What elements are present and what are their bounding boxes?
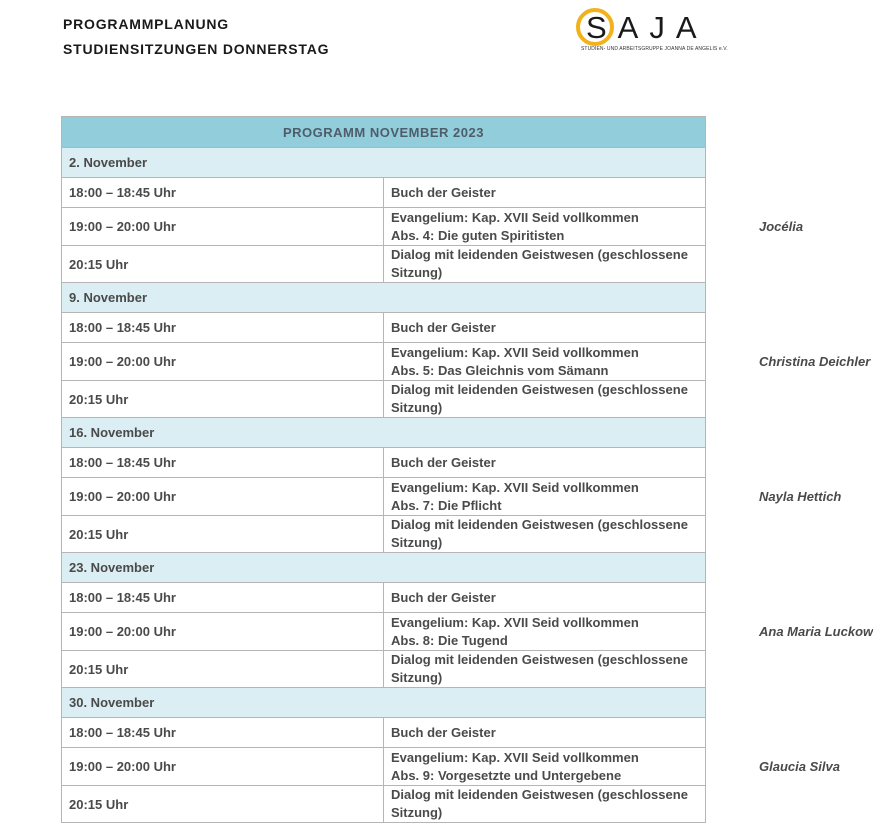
session-speaker: Jocélia (759, 218, 804, 234)
session-time: 19:00 – 20:00 Uhr (62, 343, 384, 381)
session-time: 19:00 – 20:00 Uhr (62, 613, 384, 651)
date-label: 16. November (62, 418, 706, 448)
session-time: 18:00 – 18:45 Uhr (62, 718, 384, 748)
date-label: 30. November (62, 688, 706, 718)
session-topic (384, 246, 706, 283)
session-topic-line-1: Dialog mit leidenden Geistwesen (geschlossene Sitzung) (391, 652, 688, 685)
session-topic-wrap (391, 344, 871, 380)
program-table (61, 116, 873, 823)
session-time: 20:15 Uhr (62, 651, 384, 688)
session-speaker: Christina Deichler (759, 353, 871, 369)
date-row (62, 418, 706, 448)
session-topic (384, 478, 842, 516)
header-line-1: PROGRAMMPLANUNG (63, 16, 229, 32)
logo-subtitle: STUDIEN- UND ARBEITSGRUPPE JOANNA DE ANGELIS e.V. (581, 46, 728, 52)
session-row (62, 516, 706, 553)
session-row (62, 651, 706, 688)
session-time: 18:00 – 18:45 Uhr (62, 583, 384, 613)
session-time: 20:15 Uhr (62, 381, 384, 418)
session-topic (384, 613, 873, 651)
session-row (62, 343, 706, 381)
saja-logo (574, 4, 728, 56)
session-row (62, 448, 706, 478)
session-time: 19:00 – 20:00 Uhr (62, 748, 384, 786)
session-topic-line-1: Buch der Geister (391, 184, 496, 200)
session-topic (384, 178, 706, 208)
session-row (62, 178, 706, 208)
session-topic-wrap (391, 651, 698, 687)
session-row (62, 718, 706, 748)
session-topic-wrap (391, 749, 840, 785)
session-row (62, 246, 706, 283)
date-row (62, 688, 706, 718)
session-time: 20:15 Uhr (62, 516, 384, 553)
session-row (62, 381, 706, 418)
program-title: PROGRAMM NOVEMBER 2023 (62, 117, 706, 148)
session-time: 20:15 Uhr (62, 786, 384, 823)
session-row (62, 583, 706, 613)
session-topic (384, 208, 804, 246)
session-topic-wrap (391, 724, 698, 742)
session-time: 18:00 – 18:45 Uhr (62, 448, 384, 478)
session-topic (384, 381, 706, 418)
session-topic-line-1: Evangelium: Kap. XVII Seid vollkommen (391, 749, 639, 765)
session-row (62, 786, 706, 823)
logo-wordmark: SAJA (586, 10, 708, 45)
session-topic-wrap (391, 381, 698, 417)
date-label: 2. November (62, 148, 706, 178)
session-topic-line-1: Buch der Geister (391, 724, 496, 740)
document-header (63, 12, 329, 62)
session-topic (384, 718, 706, 748)
session-topic-wrap (391, 614, 873, 650)
session-topic-wrap (391, 319, 698, 337)
session-time: 19:00 – 20:00 Uhr (62, 208, 384, 246)
session-speaker: Nayla Hettich (759, 488, 842, 504)
date-label: 23. November (62, 553, 706, 583)
session-topic-line-1: Evangelium: Kap. XVII Seid vollkommen (391, 344, 639, 360)
program-title-row (62, 117, 706, 148)
session-speaker: Ana Maria Luckow (759, 623, 873, 639)
session-topic (384, 786, 706, 823)
session-topic (384, 583, 706, 613)
session-topic-wrap (391, 786, 698, 822)
session-row (62, 208, 706, 246)
date-label: 9. November (62, 283, 706, 313)
session-topic-line-1: Evangelium: Kap. XVII Seid vollkommen (391, 209, 639, 225)
session-time: 18:00 – 18:45 Uhr (62, 313, 384, 343)
session-topic-line-2: Abs. 8: Die Tugend (391, 632, 508, 648)
session-topic-line-1: Dialog mit leidenden Geistwesen (geschlossene Sitzung) (391, 247, 688, 280)
session-topic-wrap (391, 209, 804, 245)
session-topic (384, 343, 871, 381)
session-topic-line-2: Abs. 4: Die guten Spiritisten (391, 227, 565, 243)
session-topic-line-2: Abs. 9: Vorgesetzte und Untergebene (391, 767, 622, 783)
session-topic-line-1: Buch der Geister (391, 589, 496, 605)
session-topic-line-2: Abs. 5: Das Gleichnis vom Sämann (391, 362, 609, 378)
date-row (62, 553, 706, 583)
session-topic-line-1: Buch der Geister (391, 454, 496, 470)
session-topic-wrap (391, 246, 698, 282)
header-line-2: STUDIENSITZUNGEN DONNERSTAG (63, 41, 330, 57)
session-row (62, 478, 706, 516)
session-topic (384, 448, 706, 478)
date-row (62, 283, 706, 313)
session-topic-line-1: Dialog mit leidenden Geistwesen (geschlossene Sitzung) (391, 517, 688, 550)
session-topic-wrap (391, 184, 698, 202)
session-row (62, 613, 706, 651)
session-time: 18:00 – 18:45 Uhr (62, 178, 384, 208)
session-topic-wrap (391, 589, 698, 607)
date-row (62, 148, 706, 178)
session-topic (384, 313, 706, 343)
session-row (62, 313, 706, 343)
session-topic (384, 651, 706, 688)
session-time: 20:15 Uhr (62, 246, 384, 283)
session-topic-wrap (391, 479, 842, 515)
session-topic (384, 748, 840, 786)
session-topic-wrap (391, 454, 698, 472)
session-topic (384, 516, 706, 553)
session-row (62, 748, 706, 786)
session-topic-line-1: Dialog mit leidenden Geistwesen (geschlossene Sitzung) (391, 787, 688, 820)
session-topic-line-2: Abs. 7: Die Pflicht (391, 497, 502, 513)
session-topic-wrap (391, 516, 698, 552)
session-topic-line-1: Dialog mit leidenden Geistwesen (geschlossene Sitzung) (391, 382, 688, 415)
session-topic-line-1: Evangelium: Kap. XVII Seid vollkommen (391, 614, 639, 630)
session-topic-line-1: Evangelium: Kap. XVII Seid vollkommen (391, 479, 639, 495)
session-time: 19:00 – 20:00 Uhr (62, 478, 384, 516)
session-speaker: Glaucia Silva (759, 758, 840, 774)
session-topic-line-1: Buch der Geister (391, 319, 496, 335)
